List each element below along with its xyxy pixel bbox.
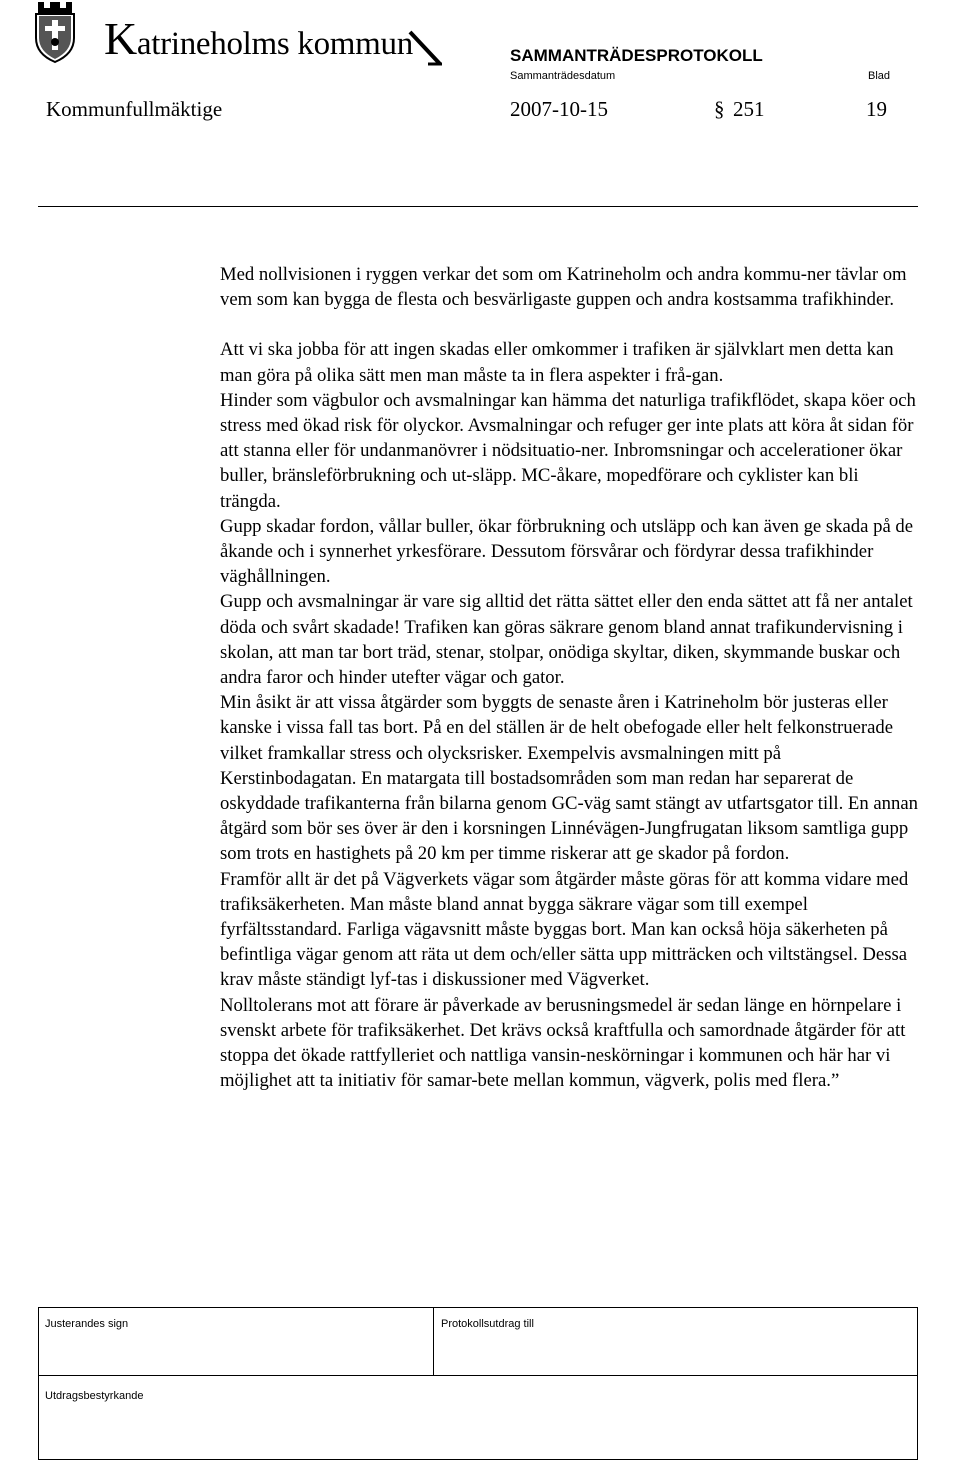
paragraph: Hinder som vägbulor och avsmalningar kan hämma det naturliga trafikflödet, skapa köer och stress med ökad risk för olyckor. Avsmalningar och refuger ger inte plats att köra åt sidan för att stanna eller för undanmanövrer i nödsituatio-ner. Inbromsningar och accelerationer ökar buller, bränsleförbrukning och ut-släpp. MC-åkare, mopedförare och cyklister kan bli trängda.: [220, 389, 916, 512]
header-divider: [38, 206, 918, 207]
paragraph: Framför allt är det på Vägverkets vägar som åtgärder måste göras för att komma vidare med trafiksäkerheten. Man måste bland annat bygga säkrare vägar som till exempel fyrfältsstandard. Farliga vägavsnitt måste byggas bort. Man kan också höja säkerheten på befintliga vägar genom att räta ut dem och/eller sätta upp mitträcken och viltstängsel. Dessa krav måste ständigt lyf-tas i diskussioner med Vägverket.: [220, 868, 909, 991]
meeting-date-label: Sammanträdesdatum: [510, 70, 616, 82]
page-number: 19: [866, 97, 887, 121]
logo-slash-icon: [408, 30, 442, 66]
adjuster-sign-label: Justerandes sign: [45, 1318, 129, 1330]
protocol-body: [220, 262, 920, 1094]
paragraph: Gupp skadar fordon, vållar buller, ökar förbrukning och utsläpp och kan även ge skada på de åkande och i synnerhet yrkesförare. Dessutom försvårar och fördyrar dessa trafikhinder väghållningen.: [220, 515, 914, 588]
paragraph-number: 251: [733, 97, 765, 121]
municipality-name: [104, 12, 413, 65]
paragraph: Gupp och avsmalningar är vare sig alltid det rätta sättet eller den enda sättet att få ner antalet döda och svårt skadade! Trafiken kan göras säkrare genom bland annat trafikundervisning i skolan, att man tar bort träd, stenar, stolpar, onödiga skyltar, diken, skymmande buskar och andra faror och hinder utefter vägar och gator.: [220, 591, 913, 689]
body-name: Kommunfullmäktige: [46, 97, 223, 121]
municipality-name-rest: atrineholms kommun: [136, 26, 413, 62]
protocol-extract-label: Protokollsutdrag till: [441, 1318, 534, 1330]
signature-box: [38, 1307, 918, 1460]
paragraph: Nolltolerans mot att förare är påverkade av berusningsmedel är sedan länge en hörnpelare i svenskt arbete för trafiksäkerhet. Det krävs också kraftfulla och samordnade åtgärder för att stoppa det ökade rattfylleriet och nattliga vansin-neskörningar i kommunen och här har vi möjlighet att ta initiativ för samar-bete mellan kommun, vägverk, polis med flera.”: [220, 994, 906, 1092]
footer-divider: [39, 1375, 917, 1376]
footer-column-divider: [433, 1308, 434, 1375]
municipality-name-initial: K: [104, 13, 137, 64]
municipal-coat-of-arms-icon: [30, 0, 80, 64]
paragraph: Att vi ska jobba för att ingen skadas eller omkommer i trafiken är självklart men detta kan man göra på olika sätt men man måste ta in flera aspekter i frå-gan.: [220, 339, 894, 386]
page-label: Blad: [868, 70, 891, 82]
meeting-date: 2007-10-15: [510, 97, 608, 121]
document-type: SAMMANTRÄDESPROTOKOLL: [510, 46, 763, 65]
paragraph: Min åsikt är att vissa åtgärder som byggts de senaste åren i Katrineholm bör justeras eller kanske i vissa fall tas bort. På en del ställen är de helt obefogade eller helt felkonstruerade vilket framkallar stress och olycksrisker. Exempelvis avsmalningen mitt på Kerstinbodagatan. En matargata till bostadsområden som man redan har separerat de oskyddade trafikanterna från bilarna genom GC-väg samt stängt av utfartsgator till. En annan åtgärd som bör ses över är den i korsningen Linnévägen-Jungfrugatan liksom samtliga gupp som trots en hastighets på 20 km per timme riskerar att ge skador på fordon.: [220, 692, 918, 865]
paragraph: Med nollvisionen i ryggen verkar det som om Katrineholm och andra kommu-ner tävlar om vem som kan bygga de flesta och besvärligaste guppen och andra kostsamma trafikhinder.: [220, 264, 907, 311]
paragraph-symbol: §: [714, 97, 725, 121]
extract-certification-label: Utdragsbestyrkande: [45, 1390, 144, 1402]
